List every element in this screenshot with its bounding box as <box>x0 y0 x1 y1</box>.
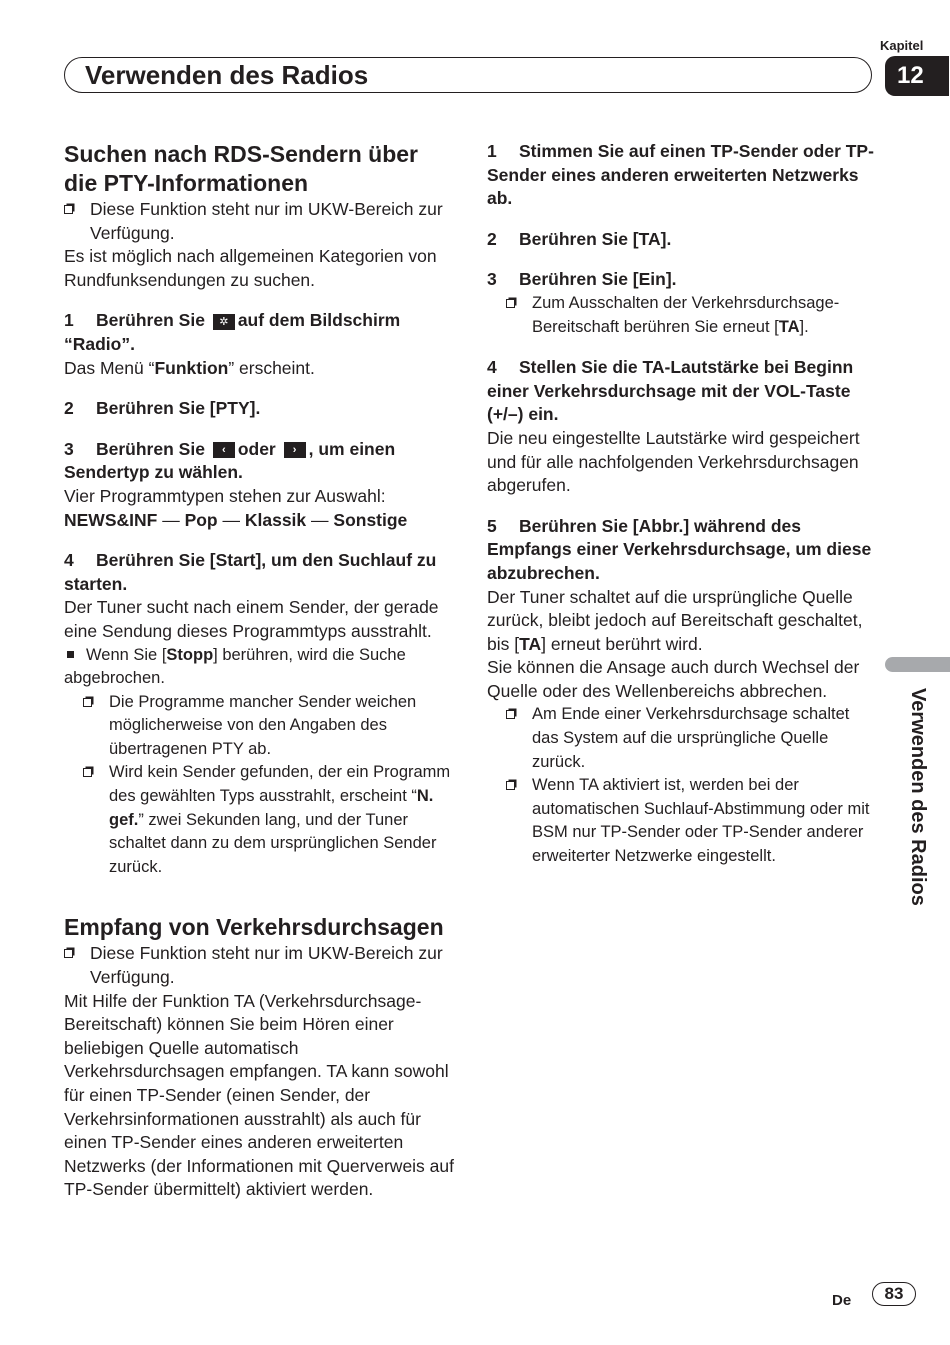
note-ukw-only-2: Diese Funktion steht nur im UKW-Bereich zur Verfügung. <box>64 942 454 989</box>
page-number: 83 <box>872 1282 916 1306</box>
left-column <box>64 140 454 1202</box>
ta-step-5-body-2: Sie können die Ansage auch durch Wechsel der Quelle oder des Wellenbereichs abbrechen. <box>487 657 860 701</box>
ta-step-2: 2 Berühren Sie [TA]. <box>487 228 672 249</box>
page-title: Verwenden des Radios <box>64 57 872 93</box>
step-1: 1 Berühren Sie ✲ auf dem Bildschirm “Radio”. <box>64 310 401 354</box>
section-heading-pty-search: Suchen nach RDS-Sendern über die PTY-Informationen <box>64 141 419 196</box>
chapter-number-badge: 12 <box>885 56 949 96</box>
checkbox-bullet-icon <box>64 949 73 958</box>
ta-step-4: 4 Stellen Sie die TA-Lautstärke bei Beginn einer Verkehrsdurchsage mit der VOL-Taste (+/–) ein. <box>487 357 854 425</box>
step-1-body: Das Menü “Funktion” erscheint. <box>64 357 315 378</box>
ta-step-4-body: Die neu eingestellte Lautstärke wird gespeichert und für alle nachfolgenden Verkehrsdurchsagen abgerufen. <box>487 427 860 496</box>
language-label: De <box>832 1292 852 1309</box>
step-3-body: Vier Programmtypen stehen zur Auswahl: <box>64 485 386 506</box>
side-tab-marker <box>885 657 950 672</box>
chapter-label: Kapitel <box>880 38 924 53</box>
ta-step-3-note: Zum Ausschalten der Verkehrsdurchsage-Bereitschaft berühren Sie erneut [TA]. <box>487 292 877 339</box>
checkbox-bullet-icon <box>83 768 92 777</box>
step-4: 4 Berühren Sie [Start], um den Suchlauf zu starten. <box>64 550 437 594</box>
chevron-right-icon: › <box>284 442 306 458</box>
stop-bullet: Wenn Sie [Stopp] berühren, wird die Suche abgebrochen. <box>64 645 406 688</box>
checkbox-bullet-icon <box>506 710 515 719</box>
checkbox-bullet-icon <box>83 698 92 707</box>
side-section-label: Verwenden des Radios <box>907 688 929 906</box>
ta-note-end: Am Ende einer Verkehrsdurchsage schaltet das System auf die ursprüngliche Quelle zurück. <box>487 703 877 774</box>
checkbox-bullet-icon <box>506 781 515 790</box>
note-pty-deviation: Die Programme mancher Sender weichen möglicherweise von den Angaben des übertragenen PTY ab. <box>64 691 454 762</box>
square-bullet-icon <box>67 651 74 658</box>
program-types: NEWS&INF — Pop — Klassik — Sonstige <box>64 509 408 530</box>
checkbox-bullet-icon <box>506 299 515 308</box>
section-heading-traffic: Empfang von Verkehrsdurchsagen <box>64 914 444 941</box>
ta-step-1: 1 Stimmen Sie auf einen TP-Sender oder TP-Sender eines anderen erweiterten Netzwerks ab. <box>487 141 874 209</box>
ta-step-5-body: Der Tuner schaltet auf die ursprüngliche Quelle zurück, bleibt jedoch auf Bereitschaft geschaltet, bis [TA] erneut berührt wird. <box>487 586 863 654</box>
step-3: 3 Berühren Sie ‹ oder › , um einen Sendertyp zu wählen. <box>64 438 396 483</box>
chevron-left-icon: ‹ <box>213 442 235 458</box>
note-ukw-only: Diese Funktion steht nur im UKW-Bereich zur Verfügung. <box>64 198 454 245</box>
step-2: 2 Berühren Sie [PTY]. <box>64 398 261 419</box>
intro-text: Es ist möglich nach allgemeinen Kategorien von Rundfunksendungen zu suchen. <box>64 246 437 290</box>
function-button-icon: ✲ <box>213 314 235 330</box>
ta-step-5: 5 Berühren Sie [Abbr.] während des Empfangs einer Verkehrsdurchsage, um diese abzubrechen. <box>487 515 872 583</box>
ta-note-bsm: Wenn TA aktiviert ist, werden bei der automatischen Suchlauf-Abstimmung oder mit BSM nur TP-Sender oder TP-Sender anderer erweiterter Netzwerke eingestellt. <box>487 774 877 868</box>
ta-description: Mit Hilfe der Funktion TA (Verkehrsdurchsage-Bereitschaft) können Sie beim Hören einer beliebigen Quelle automatisch Verkehrsdurchsagen empfangen. TA kann sowohl für einen TP-Sender (einen Sender, der Verkehrsinformationen ausstrahlt) als auch für einen TP-Sender eines anderen erweiterten Netzwerks (der Informationen mit Querverweis auf TP-Sender übermittelt) aktiviert werden. <box>64 990 454 1200</box>
note-no-station-found: Wird kein Sender gefunden, der ein Programm des gewählten Typs ausstrahlt, erscheint “N. gef.” zwei Sekunden lang, und der Tuner schaltet dann zu dem ursprünglichen Sender zurück. <box>64 761 454 879</box>
ta-step-3: 3 Berühren Sie [Ein]. <box>487 269 677 290</box>
checkbox-bullet-icon <box>64 205 73 214</box>
right-column <box>487 140 877 869</box>
step-4-body: Der Tuner sucht nach einem Sender, der gerade eine Sendung dieses Programmtyps ausstrahlt. <box>64 597 439 641</box>
